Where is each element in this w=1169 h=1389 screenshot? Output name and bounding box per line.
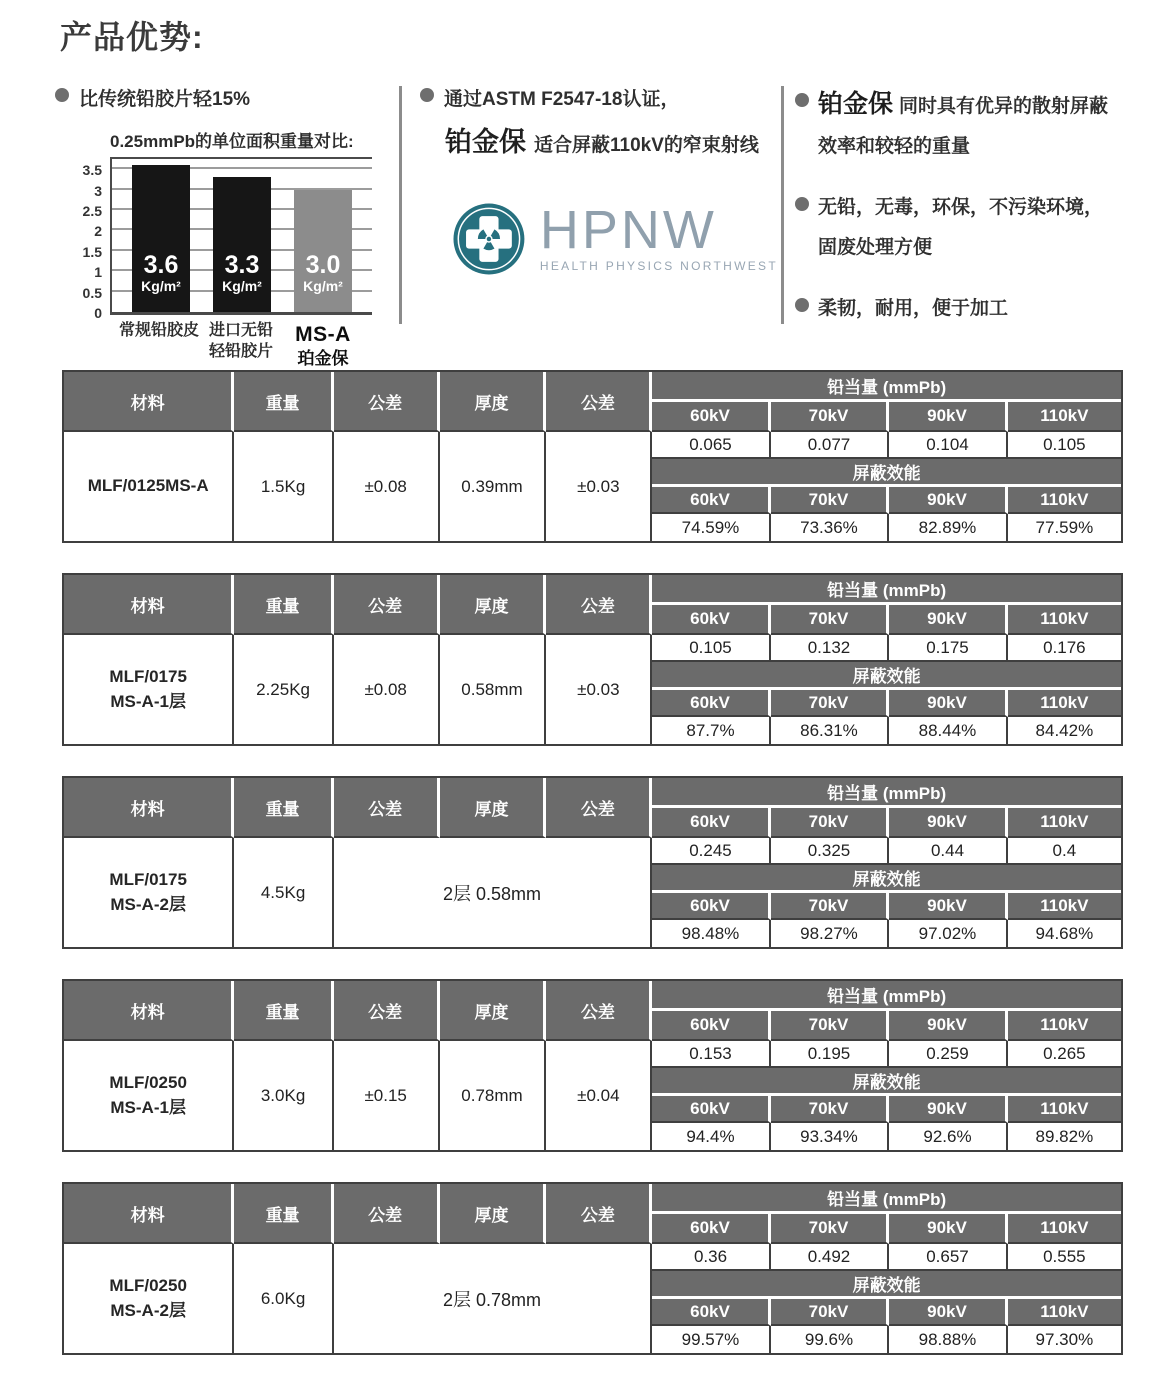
tolerance2-cell: ±0.03 [546,432,652,541]
shield-band-header: 屏蔽效能 [652,1271,1121,1299]
lead-eq-value: 0.065 [652,432,771,459]
lead-eq-value: 0.195 [771,1041,890,1068]
spec-table-mlf0250-1 [62,979,1123,1152]
tolerance-cell: ±0.08 [334,432,440,541]
shield-value: 94.68% [1008,920,1121,947]
kv-header: 70kV [771,402,890,432]
feature-benefits-column [795,84,1155,350]
benefit-item-flexible: 柔韧，耐用，便于加工 [795,289,1155,329]
header-tolerance: 公差 [334,778,440,838]
chart-bars [112,159,372,312]
bar-value: 3.0 [305,250,341,279]
header-material: 材料 [64,981,234,1041]
kv-header: 110kV [1008,808,1121,838]
spec-tables [62,370,1123,1385]
weight-cell: 1.5Kg [234,432,333,541]
bar-unit: Kg/m² [141,278,181,294]
shield-value: 93.34% [771,1123,890,1150]
header-material: 材料 [64,1184,234,1244]
kv-header: 70kV [771,1214,890,1244]
shield-value: 89.82% [1008,1123,1121,1150]
lead-eq-value: 0.36 [652,1244,771,1271]
kv-header: 60kV [652,487,771,514]
benefit-line2: 效率和较轻的重量 [818,136,971,157]
y-tick-label: 1 [94,264,102,281]
shield-value: 98.48% [652,920,771,947]
material-cell: MLF/0250 MS-A-1层 [64,1041,234,1150]
lead-eq-value: 0.132 [771,635,890,662]
kv-header: 110kV [1008,487,1121,514]
x-label-ms-a: MS-A 珀金保 [295,323,351,369]
material-cell: MLF/0175 MS-A-1层 [64,635,234,744]
kv-header: 110kV [1008,1011,1121,1041]
kv-header: 70kV [771,1299,890,1326]
shield-value: 77.59% [1008,514,1121,541]
tolerance-cell: ±0.08 [334,635,440,744]
shield-value: 73.36% [771,514,890,541]
thickness-cell: 0.78mm [440,1041,547,1150]
spec-table-mlf0175-1 [62,573,1123,746]
shield-value: 92.6% [889,1123,1008,1150]
lead-eq-value: 0.153 [652,1041,771,1068]
kv-header: 60kV [652,893,771,920]
bullet-icon [420,88,434,102]
thickness-cell: 0.58mm [440,635,547,744]
shield-value: 74.59% [652,514,771,541]
bullet-icon [55,88,69,102]
kv-header: 90kV [889,1096,1008,1123]
feature-weight-column [55,84,399,370]
kv-header: 70kV [771,893,890,920]
bar-value: 3.3 [224,250,260,279]
kv-header: 60kV [652,690,771,717]
kv-header: 60kV [652,1096,771,1123]
header-thickness: 厚度 [440,575,547,635]
shield-value: 98.27% [771,920,890,947]
material-cell: MLF/0175 MS-A-2层 [64,838,234,947]
lead-eq-value: 0.265 [1008,1041,1121,1068]
hpnw-acronym: HPNW [539,199,717,260]
tolerance-cell: ±0.15 [334,1041,440,1150]
lead-eq-value: 0.492 [771,1244,890,1271]
bar-regular-lead-rubber [132,165,190,312]
kv-header: 90kV [889,487,1008,514]
kv-header: 90kV [889,1214,1008,1244]
vertical-divider [781,86,784,324]
kv-header: 60kV [652,1011,771,1041]
header-tolerance2: 公差 [546,778,652,838]
spec-table-mlf0175-2 [62,776,1123,949]
bullet-icon [795,93,809,107]
tolerance2-cell: ±0.04 [546,1041,652,1150]
kv-header: 60kV [652,1299,771,1326]
bar-unit: Kg/m² [303,278,343,294]
header-weight: 重量 [234,778,333,838]
kv-header: 70kV [771,605,890,635]
lead-band-header: 铅当量 (mmPb) [652,981,1121,1011]
header-tolerance: 公差 [334,372,440,432]
kv-header: 110kV [1008,1096,1121,1123]
kv-header: 90kV [889,893,1008,920]
y-tick-label: 3 [94,182,102,199]
chart-y-axis-labels [78,159,108,321]
page-title: 产品优势: [60,19,204,55]
benefit-item-leadfree: 无铅，无毒，环保，不污染环境， 固废处理方便 [795,188,1155,268]
vertical-divider [399,86,402,324]
lead-eq-value: 0.176 [1008,635,1121,662]
lead-eq-value: 0.105 [652,635,771,662]
shield-band-header: 屏蔽效能 [652,865,1121,893]
bar-imported-leadfree [213,177,271,312]
brand-name: 铂金保 [445,127,526,157]
shield-value: 98.88% [889,1326,1008,1353]
bar-value-label [132,252,190,294]
bullet-icon [795,197,809,211]
lead-band-header: 铅当量 (mmPb) [652,372,1121,402]
kv-header: 90kV [889,808,1008,838]
chart-plot-area [82,159,372,321]
kv-header: 90kV [889,1299,1008,1326]
x-label-regular: 常规铅胶皮 [118,322,199,339]
y-tick-label: 2.5 [82,203,102,220]
features-section [0,84,1169,369]
header-tolerance2: 公差 [546,1184,652,1244]
lead-eq-value: 0.325 [771,838,890,865]
weight-cell: 2.25Kg [234,635,333,744]
weight-cell: 4.5Kg [234,838,333,947]
kv-header: 70kV [771,487,890,514]
kv-header: 70kV [771,1096,890,1123]
header-material: 材料 [64,372,234,432]
lead-eq-value: 0.175 [889,635,1008,662]
bar-unit: Kg/m² [222,278,262,294]
feature-weight-headline [55,84,399,111]
kv-header: 70kV [771,1011,890,1041]
benefit-line2: 固废处理方便 [818,237,933,258]
header-thickness: 厚度 [440,981,547,1041]
kv-header: 60kV [652,605,771,635]
kv-header: 70kV [771,808,890,838]
kv-header: 90kV [889,402,1008,432]
header-tolerance: 公差 [334,575,440,635]
header-tolerance2: 公差 [546,981,652,1041]
feature-cert-headline [420,84,778,111]
y-tick-label: 0 [94,305,102,321]
header-material: 材料 [64,778,234,838]
header-thickness: 厚度 [440,778,547,838]
header-weight: 重量 [234,372,333,432]
hpnw-logo-icon [452,195,526,283]
shield-value: 86.31% [771,717,890,744]
header-thickness: 厚度 [440,1184,547,1244]
weight-cell: 3.0Kg [234,1041,333,1150]
thickness-cell: 0.39mm [440,432,547,541]
shield-value: 82.89% [889,514,1008,541]
brand-name: 铂金保 [818,90,894,118]
header-tolerance2: 公差 [546,372,652,432]
header-weight: 重量 [234,981,333,1041]
cert-line1: 通过ASTM F2547-18认证， [444,89,680,110]
lead-eq-value: 0.4 [1008,838,1121,865]
bar-value-label [213,252,271,294]
shield-value: 94.4% [652,1123,771,1150]
lead-band-header: 铅当量 (mmPb) [652,575,1121,605]
hpnw-logo [452,195,778,283]
y-tick-label: 1.5 [82,243,102,260]
kv-header: 60kV [652,402,771,432]
shield-value: 97.30% [1008,1326,1121,1353]
kv-header: 110kV [1008,1214,1121,1244]
kv-header: 90kV [889,1011,1008,1041]
shield-value: 99.6% [771,1326,890,1353]
lead-eq-value: 0.44 [889,838,1008,865]
header-material: 材料 [64,575,234,635]
merged-thickness-cell: 2层 0.58mm [334,838,652,947]
y-tick-label: 2 [94,223,102,240]
lead-eq-value: 0.657 [889,1244,1008,1271]
lead-eq-value: 0.105 [1008,432,1121,459]
kv-header: 90kV [889,605,1008,635]
header-tolerance: 公差 [334,1184,440,1244]
kv-header: 110kV [1008,1299,1121,1326]
hpnw-subtitle: HEALTH PHYSICS NORTHWEST [539,259,778,274]
weight-cell: 6.0Kg [234,1244,333,1353]
shield-value: 84.42% [1008,717,1121,744]
feature-cert-column [420,84,778,283]
x-label-imported: 进口无铅 轻铅胶片 [208,322,273,360]
kv-header: 110kV [1008,893,1121,920]
lead-eq-value: 0.077 [771,432,890,459]
bar-value-label [294,252,352,294]
bar-value: 3.6 [143,250,179,279]
lead-band-header: 铅当量 (mmPb) [652,778,1121,808]
shield-value: 87.7% [652,717,771,744]
header-thickness: 厚度 [440,372,547,432]
chart-x-axis-labels [110,321,372,370]
header-tolerance2: 公差 [546,575,652,635]
kv-header: 110kV [1008,605,1121,635]
feature-weight-text: 比传统铅胶片轻15% [79,89,251,110]
kv-header: 60kV [652,808,771,838]
shield-value: 97.02% [889,920,1008,947]
shield-band-header: 屏蔽效能 [652,662,1121,690]
merged-thickness-cell: 2层 0.78mm [334,1244,652,1353]
header-tolerance: 公差 [334,981,440,1041]
shield-value: 88.44% [889,717,1008,744]
y-tick-label: 0.5 [82,284,102,301]
weight-bar-chart [82,127,372,370]
tolerance2-cell: ±0.03 [546,635,652,744]
kv-header: 110kV [1008,690,1121,717]
lead-eq-value: 0.245 [652,838,771,865]
shield-band-header: 屏蔽效能 [652,1068,1121,1096]
lead-eq-value: 0.104 [889,432,1008,459]
kv-header: 60kV [652,1214,771,1244]
benefit-item-scatter-shielding: 铂金保 同时具有优异的散射屏蔽 效率和较轻的重量 [795,84,1155,167]
y-tick-label: 3.5 [82,162,102,179]
spec-table-mlf0250-2 [62,1182,1123,1355]
lead-eq-value: 0.259 [889,1041,1008,1068]
chart-title: 0.25mmPb的单位面积重量对比: [110,127,372,159]
bar-ms-a [294,190,352,312]
header-weight: 重量 [234,575,333,635]
bullet-icon [795,298,809,312]
kv-header: 90kV [889,690,1008,717]
lead-band-header: 铅当量 (mmPb) [652,1184,1121,1214]
shield-value: 99.57% [652,1326,771,1353]
cert-line2: 铂金保 适合屏蔽110kV的窄束射线 [445,127,759,157]
shield-band-header: 屏蔽效能 [652,459,1121,487]
material-cell: MLF/0250 MS-A-2层 [64,1244,234,1353]
kv-header: 110kV [1008,402,1121,432]
spec-table-mlf0125 [62,370,1123,543]
material-cell: MLF/0125MS-A [64,432,234,541]
hpnw-logo-text [539,199,778,274]
lead-eq-value: 0.555 [1008,1244,1121,1271]
header-weight: 重量 [234,1184,333,1244]
kv-header: 70kV [771,690,890,717]
